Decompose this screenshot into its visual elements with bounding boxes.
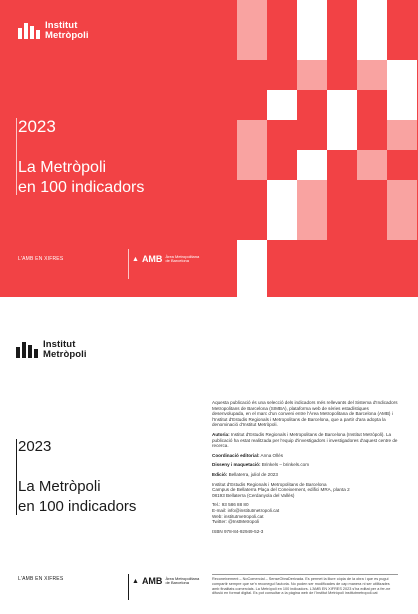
inner-title-line-2: en 100 indicadors	[18, 498, 137, 515]
pattern-tile	[357, 150, 387, 180]
title-rule	[16, 118, 17, 195]
cover-title-line-2: en 100 indicadors	[18, 179, 145, 196]
authorship: Autoria: Institut d'Estudis Regionals i Metropolitans de Barcelona (Institut Metròpoli). La publicació ha estat realitzada per l'equip d'investigadors i investigadores d'aquest centre de recerca.	[212, 431, 398, 449]
credits-block	[212, 400, 398, 538]
logo-line-1: Institut	[43, 339, 76, 350]
pattern-tile	[297, 180, 327, 210]
pattern-tile	[237, 0, 267, 30]
pattern-tile	[387, 60, 417, 90]
footer-divider	[128, 249, 129, 279]
institut-metropoli-logo	[18, 21, 89, 40]
pattern-tile	[297, 60, 327, 90]
inner-title-line-1: La Metròpoli	[18, 478, 101, 495]
footer-divider	[128, 574, 129, 600]
cover-title-line-1: La Metròpoli	[18, 159, 107, 176]
pattern-tile	[357, 0, 387, 30]
amb-logo	[132, 254, 199, 264]
logo-mark-icon	[16, 342, 38, 358]
pattern-tile	[357, 60, 387, 90]
design: Disseny i maquetació: Brinkels – brinkels.com	[212, 462, 310, 468]
logo-line-2: Metròpoli	[43, 348, 87, 360]
pattern-tile	[297, 150, 327, 180]
logo-line-2: Metròpoli	[45, 29, 89, 41]
pattern-tile	[237, 30, 267, 60]
address: Institut d'Estudis Regionals i Metropolitans de Barcelona Campus de Bellaterra Plaça del Coneixement, edifici MRA, planta 2 08193 Bellaterra (Cerdanyola del Vallès)	[212, 481, 350, 498]
pattern-tile	[297, 210, 327, 240]
pattern-tile	[267, 90, 297, 120]
inner-year: 2023	[18, 438, 52, 455]
isbn: ISBN 978-84-92949-52-3	[212, 528, 264, 534]
pattern-tile	[387, 180, 417, 210]
pattern-tile	[387, 120, 417, 150]
edition: Edició: Bellaterra, juliol de 2023	[212, 471, 278, 477]
amb-logo-inner	[132, 576, 199, 586]
logo-line-1: Institut	[45, 20, 78, 31]
cover-title	[18, 158, 144, 198]
pattern-tile	[267, 180, 297, 210]
amb-triangle-icon: ▲	[132, 255, 139, 263]
logo-mark-icon	[18, 23, 40, 39]
intro-paragraph: Aquesta publicació és una selecció dels indicadors més rellevants del Sistema d'Indicadors Metropolitans de Barcelona (SIMBA), plataforma web de sèries estadístiques desenvolupada, en el marc d'un conveni entre l'Àrea Metropolitana de Barcelona (AMB) i l'Institut d'Estudis Regionals i Metropolitans de Barcelona, que a partir d'ara adopta la denominació d'Institut Metròpoli.	[212, 400, 398, 428]
pattern-tile	[327, 90, 357, 120]
cover-page	[0, 0, 418, 297]
pattern-tile	[387, 210, 417, 240]
series-label-inner: L'AMB EN XIFRES	[18, 576, 64, 582]
pattern-tile	[357, 30, 387, 60]
pattern-tile	[297, 0, 327, 30]
coordination: Coordinació editorial: Anna Ollés	[212, 452, 283, 458]
amb-text-line-2: de Barcelona	[165, 258, 190, 263]
inner-title	[18, 477, 136, 517]
amb-mark: AMB	[141, 254, 163, 264]
amb-text-line-1: Àrea Metropolitana	[165, 575, 200, 581]
amb-mark: AMB	[141, 576, 163, 586]
amb-text-line-2: de Barcelona	[165, 580, 190, 585]
title-rule	[16, 439, 17, 515]
license-notice: Reconeixement – NoComercial – SenseObraDerivada. Es permet la lliure còpia de la obra i que es pugui compartir sempre que se'n reconegui l'autoria. No poden ser modificades de cap manera ni ser utilitzades amb finalitats comercials. La Metròpoli en 100 indicadors. L'AMB EN XIFRES 2023 s'ha editat per a fer-ne difusió en format digital. Es pot consultar a la pàgina web de l'Institut Metròpoli institutmetropoli.cat	[212, 574, 398, 596]
pattern-tile	[237, 120, 267, 150]
pattern-tile	[297, 30, 327, 60]
pattern-tile	[237, 150, 267, 180]
contact: Tel.: 93 586 88 80 E-mail: info@institutmetropoli.cat Web: institutmetropoli.cat Twitter: @InstMetropoli	[212, 502, 280, 525]
pattern-tile	[327, 120, 357, 150]
pattern-tile	[267, 210, 297, 240]
pattern-tile	[237, 270, 267, 297]
amb-text-line-1: Àrea Metropolitana	[165, 253, 200, 259]
inner-title-page	[0, 322, 418, 614]
amb-triangle-icon: ▲	[132, 577, 139, 585]
institut-metropoli-logo-inner	[16, 340, 87, 359]
series-label: L'AMB EN XIFRES	[18, 256, 64, 262]
pattern-tile	[237, 240, 267, 270]
pattern-tile	[387, 90, 417, 120]
cover-year: 2023	[18, 117, 56, 136]
